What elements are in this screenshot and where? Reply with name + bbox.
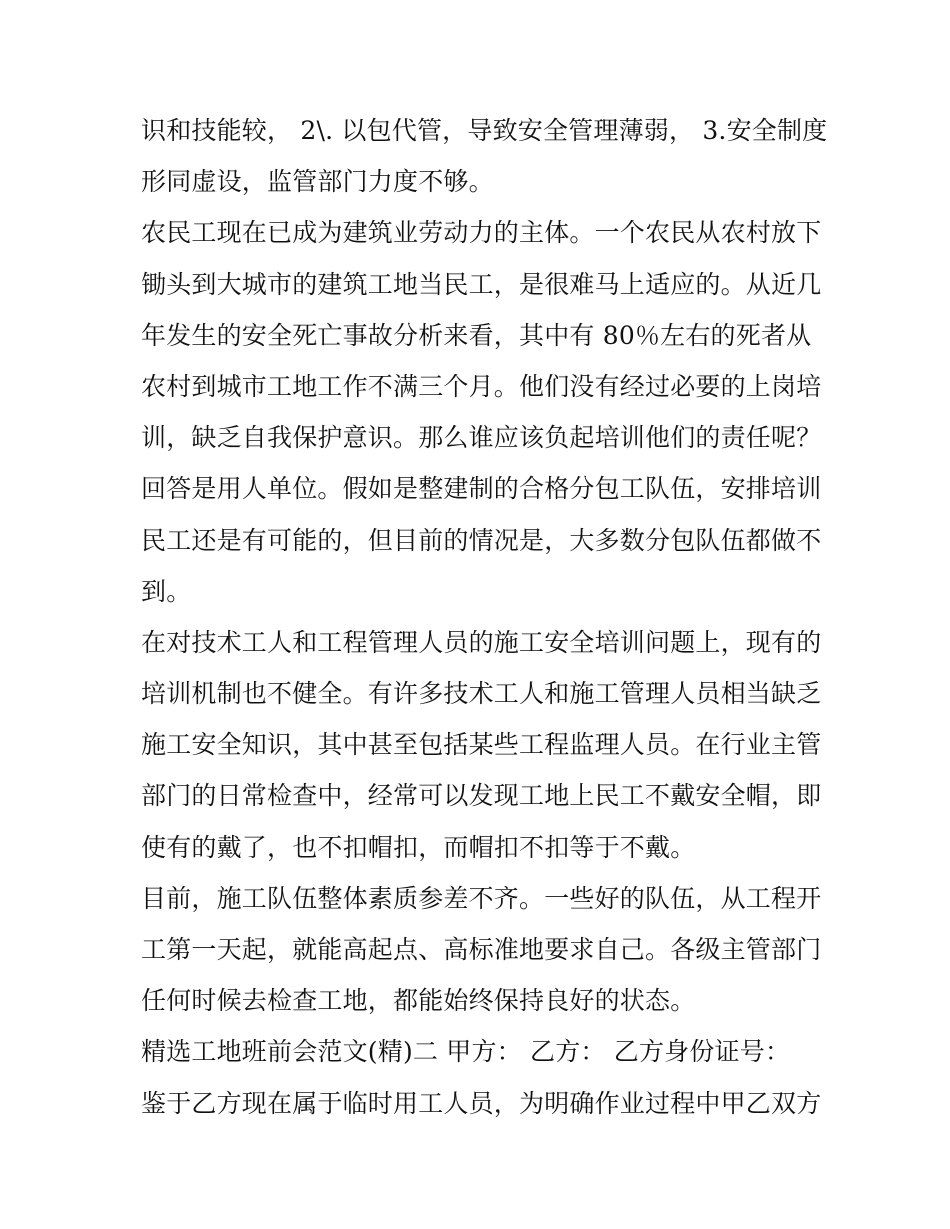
text-line: 培训机制也不健全。有许多技术工人和施工管理人员相当缺乏	[141, 679, 822, 709]
text-line: 在对技术工人和工程管理人员的施工安全培训问题上，现有的	[141, 627, 822, 657]
text-line: 回答是用人单位。假如是整建制的合格分包工队伍，安排培训	[141, 474, 822, 504]
text-line: 任何时候去检查工地，都能始终保持良好的状态。	[141, 986, 696, 1016]
text-line: 到。	[141, 576, 192, 606]
text-line: 施工安全知识，其中甚至包括某些工程监理人员。在行业主管	[141, 730, 822, 760]
text-line: 使有的戴了，也不扣帽扣，而帽扣不扣等于不戴。	[141, 832, 696, 862]
text-line: 年发生的安全死亡事故分析来看，其中有 80％左右的死者从	[141, 320, 812, 350]
text-line: 锄头到大城市的建筑工地当民工，是很难马上适应的。从近几	[141, 269, 822, 299]
text-line: 部门的日常检查中，经常可以发现工地上民工不戴安全帽，即	[141, 781, 822, 811]
text-line: 训，缺乏自我保护意识。那么谁应该负起培训他们的责任呢？	[141, 423, 822, 453]
text-line: 农村到城市工地工作不满三个月。他们没有经过必要的上岗培	[141, 371, 822, 401]
text-line: 目前，施工队伍整体素质参差不齐。一些好的队伍，从工程开	[141, 883, 822, 913]
text-line: 农民工现在已成为建筑业劳动力的主体。一个农民从农村放下	[141, 218, 822, 248]
text-line: 识和技能较， 2\. 以包代管，导致安全管理薄弱， 3.安全制度	[141, 116, 828, 145]
document-body	[141, 105, 828, 1129]
text-line: 鉴于乙方现在属于临时用工人员，为明确作业过程中甲乙双方	[141, 1088, 822, 1118]
text-line: 工第一天起，就能高起点、高标准地要求自己。各级主管部门	[141, 935, 822, 964]
text-line: 民工还是有可能的，但目前的情况是，大多数分包队伍都做不	[141, 525, 822, 555]
text-line: 精选工地班前会范文(精)二 甲方： 乙方： 乙方身份证号：	[141, 1037, 791, 1067]
text-line: 形同虚设，监管部门力度不够。	[141, 167, 494, 197]
